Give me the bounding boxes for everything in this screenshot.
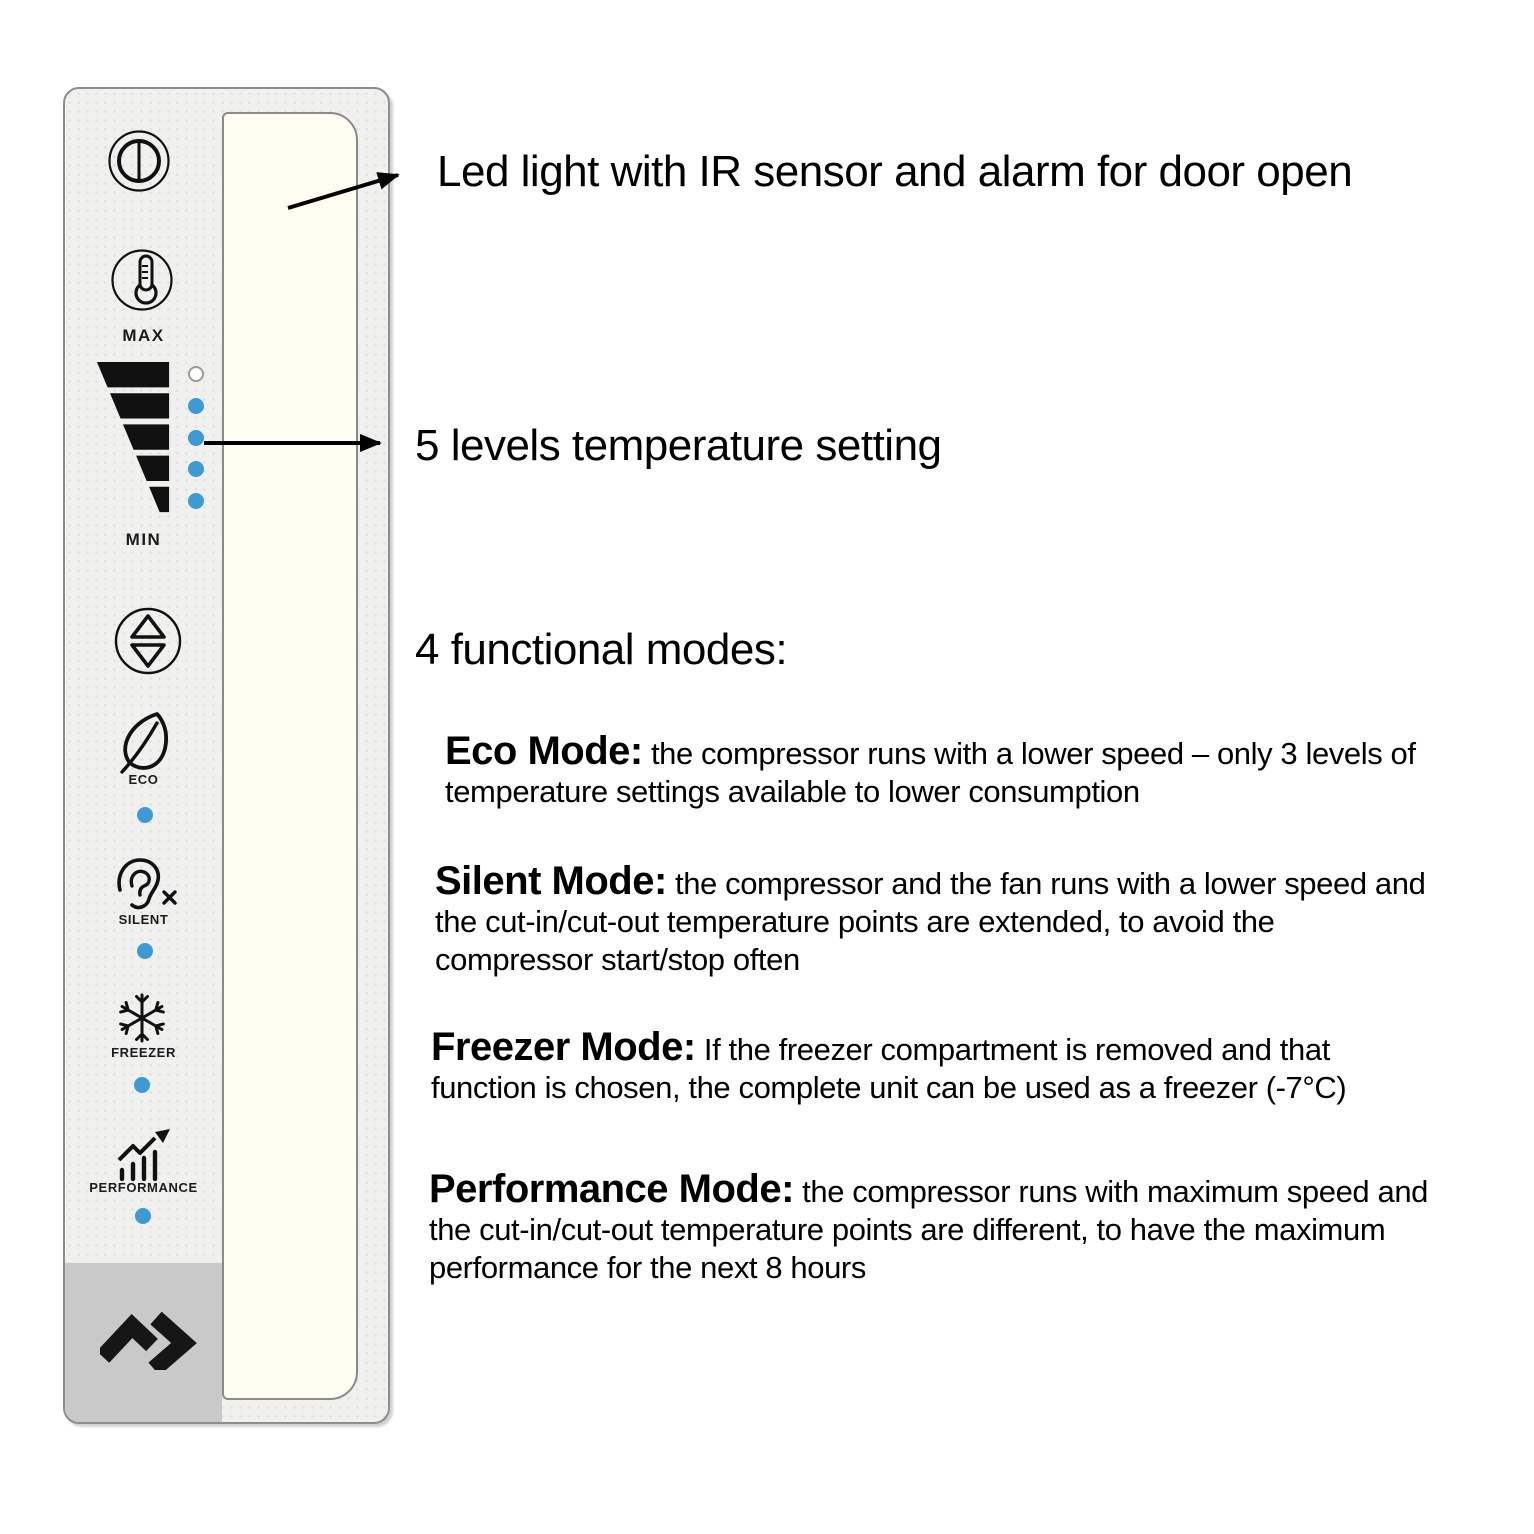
- level-adjust-button[interactable]: [113, 606, 183, 676]
- temp-led-5: [188, 366, 204, 382]
- up-down-arrows-icon: [113, 606, 183, 676]
- silent-label: SILENT: [118, 912, 169, 927]
- led-light-strip: [222, 112, 358, 1400]
- freezer-label: FREEZER: [111, 1045, 176, 1060]
- silent-mode-body: the compressor and the fan runs with a lower speed and the cut-in/cut-out temperature points are extended, to avoid the compressor start/stop often: [435, 866, 1426, 977]
- power-button[interactable]: [107, 129, 171, 193]
- temperature-button[interactable]: [110, 248, 174, 312]
- annotation-led-light: Led light with IR sensor and alarm for door open: [437, 147, 1353, 196]
- thermometer-icon: [110, 248, 174, 312]
- logo-area: [65, 1263, 222, 1422]
- power-icon: [107, 129, 171, 193]
- eco-mode-button[interactable]: [117, 711, 173, 775]
- brand-logo-icon: [100, 1312, 206, 1370]
- annotation-temp-levels: 5 levels temperature setting: [415, 421, 942, 470]
- eco-label: ECO: [128, 772, 159, 787]
- freezer-mode-title: Freezer Mode:: [431, 1025, 696, 1069]
- performance-led: [135, 1208, 151, 1224]
- leaf-icon: [117, 711, 173, 775]
- freezer-mode-button[interactable]: [116, 990, 168, 1046]
- temp-led-3: [188, 430, 204, 446]
- temp-led-1: [188, 493, 204, 509]
- temp-led-2: [188, 461, 204, 477]
- eco-mode-description: [445, 729, 1460, 811]
- eco-mode-title: Eco Mode:: [445, 729, 643, 773]
- snowflake-icon: [116, 990, 168, 1046]
- temperature-level-bars: [95, 361, 173, 519]
- silent-mode-button[interactable]: [114, 856, 180, 912]
- performance-label: PERFORMANCE: [89, 1180, 198, 1195]
- silent-mode-description: [435, 859, 1435, 979]
- max-label: MAX: [122, 326, 165, 345]
- eco-led: [137, 807, 153, 823]
- min-label: MIN: [125, 530, 162, 549]
- performance-mode-description: [429, 1167, 1474, 1287]
- performance-mode-button[interactable]: [114, 1129, 172, 1181]
- silent-mode-title: Silent Mode:: [435, 859, 667, 903]
- control-panel: [63, 87, 390, 1424]
- annotation-modes-header: 4 functional modes:: [415, 625, 788, 674]
- eco-mode-body: the compressor runs with a lower speed – only 3 levels of temperature settings available to lower consumption: [445, 736, 1416, 809]
- freezer-mode-description: [431, 1025, 1406, 1107]
- performance-mode-title: Performance Mode:: [429, 1167, 794, 1211]
- freezer-led: [134, 1077, 150, 1093]
- rising-chart-icon: [114, 1129, 172, 1181]
- silent-led: [137, 943, 153, 959]
- performance-mode-body: the compressor runs with maximum speed and the cut-in/cut-out temperature points are different, to have the maximum performance for the next 8 hours: [429, 1174, 1429, 1285]
- temp-led-4: [188, 398, 204, 414]
- freezer-mode-body: If the freezer compartment is removed and that function is chosen, the complete unit can be used as a freezer (-7°C): [431, 1032, 1347, 1105]
- ear-muted-icon: [114, 856, 180, 912]
